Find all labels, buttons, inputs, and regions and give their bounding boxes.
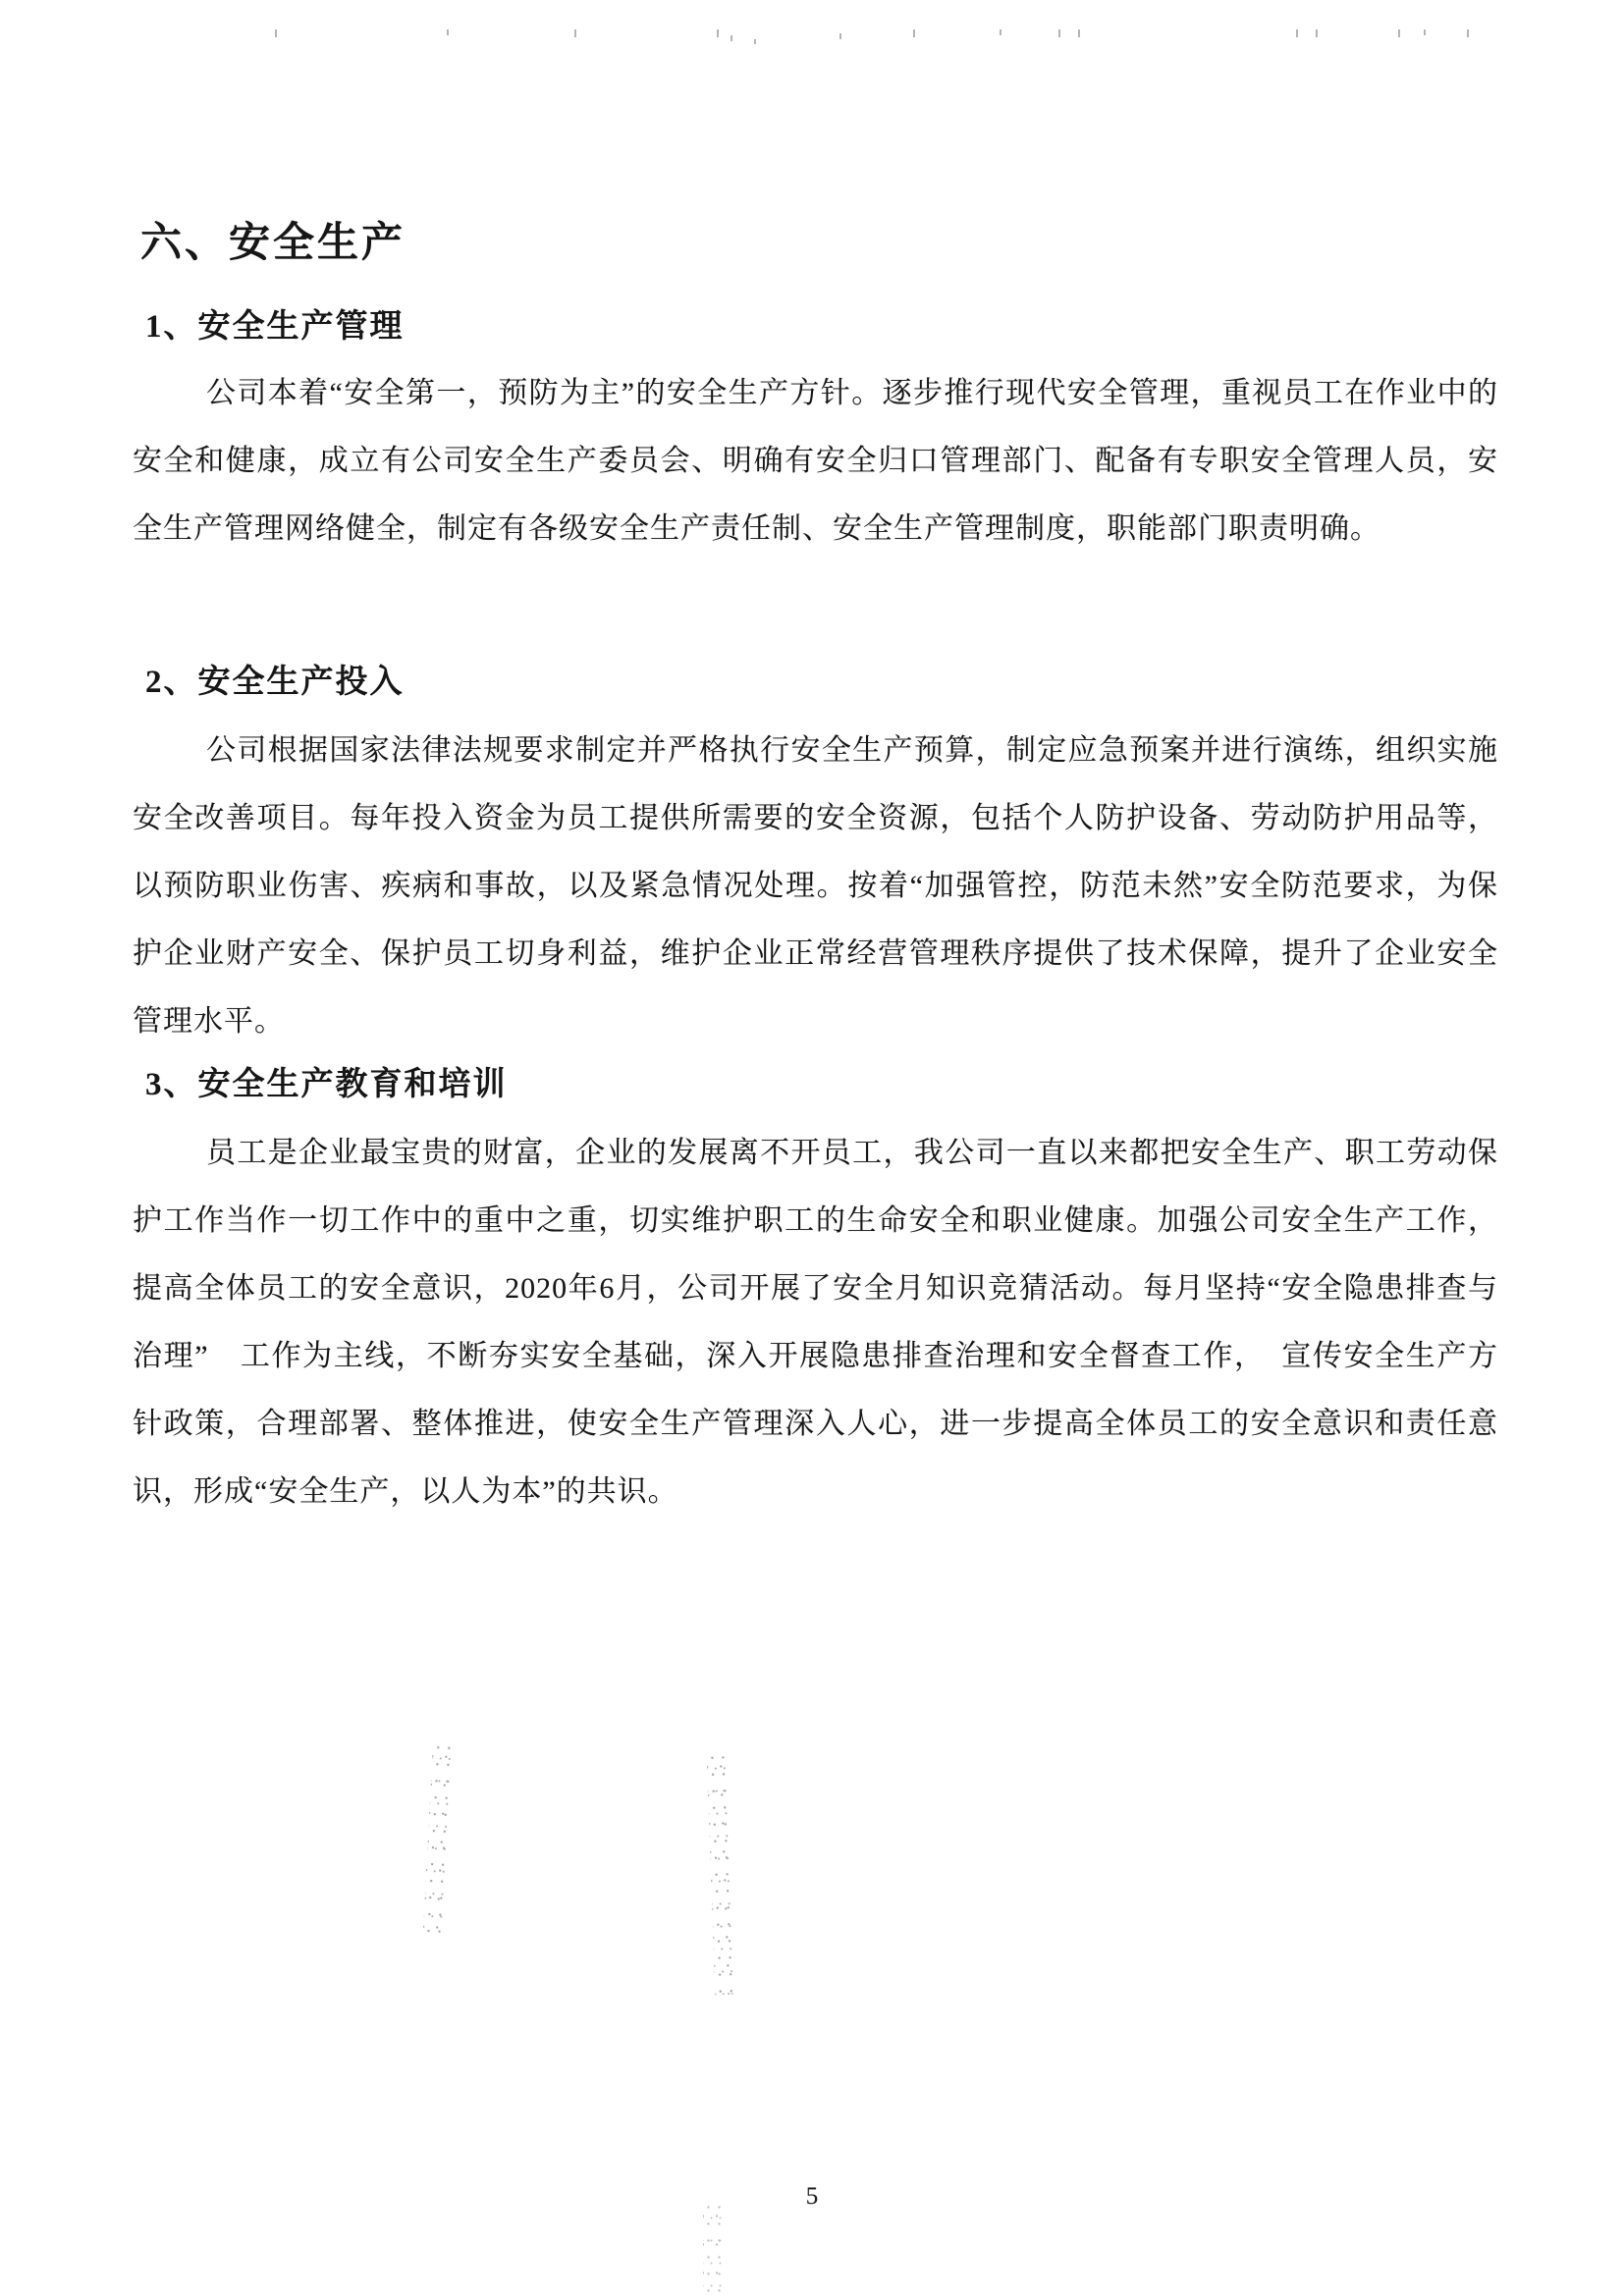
section-1-heading: 1、安全生产管理 [145, 309, 405, 345]
scan-noise-speckle [707, 1749, 737, 1996]
scan-noise-speckle [703, 2199, 723, 2292]
section-2-heading: 2、安全生产投入 [145, 665, 405, 700]
section-2-paragraph: 公司根据国家法律法规要求制定并严格执行安全生产预算，制定应急预案并进行演练，组织实施安全改善项目。每年投入资金为员工提供所需要的安全资源，包括个人防护设备、劳动防护用品等，以预防职业伤害、疾病和事故，以及紧急情况处理。按着“加强管控，防范未然”安全防范要求，为保护企业财产安全、保护员工切身利益，维护企业正常经营管理秩序提供了技术保障，提升了企业安全管理水平。 [133, 734, 1498, 1038]
section-3-heading: 3、安全生产教育和培训 [145, 1067, 508, 1102]
section-1-paragraph: 公司本着“安全第一，预防为主”的安全生产方针。逐步推行现代安全管理，重视员工在作业中的安全和健康，成立有公司安全生产委员会、明确有安全归口管理部门、配备有专职安全管理人员，安全生产管理网络健全，制定有各级安全生产责任制、安全生产管理制度，职能部门职责明确。 [133, 377, 1498, 545]
page-number: 5 [805, 2183, 819, 2210]
document-title: 六、安全生产 [140, 221, 406, 266]
scan-noise-speckle [423, 1739, 457, 1937]
section-3-paragraph: 员工是企业最宝贵的财富，企业的发展离不开员工，我公司一直以来都把安全生产、职工劳动保护工作当作一切工作中的重中之重，切实维护职工的生命安全和职业健康。加强公司安全生产工作，提高全体员工的安全意识，2020年6月，公司开展了安全月知识竞猜活动。每月坚持“安全隐患排查与治理” 工作为主线，不断夯实安全基础，深入开展隐患排查治理和安全督查工作， 宣传安全生产方针政策，合理部署、整体推进，使安全生产管理深入人心，进一步提高全体员工的安全意识和责任意识，形成“安全生产，以人为本”的共识。 [133, 1137, 1498, 1508]
